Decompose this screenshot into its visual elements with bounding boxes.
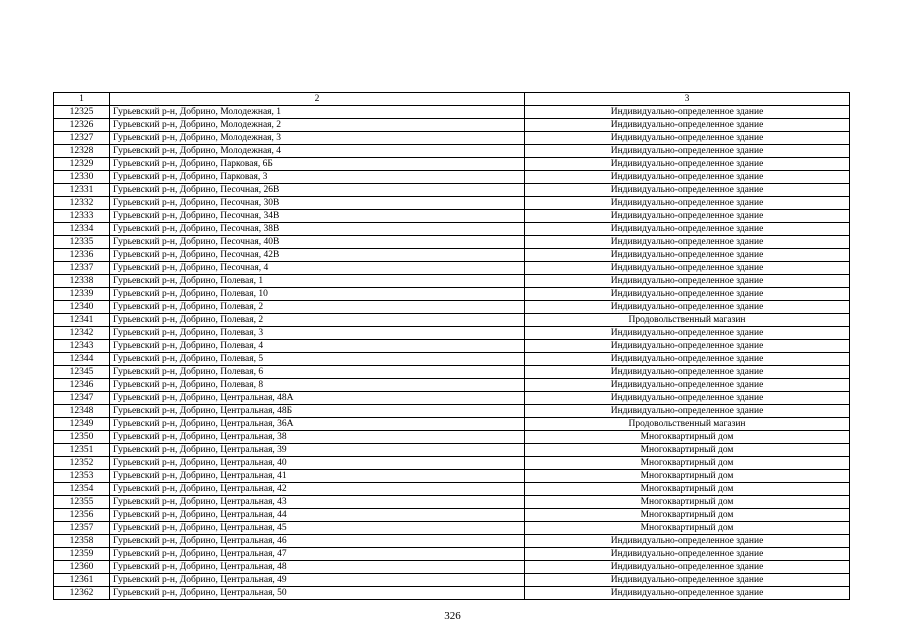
row-number-cell: 12334 [54,223,110,236]
address-cell: Гурьевский р-н, Добрино, Полевая, 1 [110,275,525,288]
row-number-cell: 12349 [54,418,110,431]
table-row [54,275,850,288]
row-number-cell: 12330 [54,171,110,184]
table-row [54,197,850,210]
table-row [54,392,850,405]
row-number-cell: 12325 [54,106,110,119]
header-cell-2: 2 [110,93,525,106]
header-cell-1: 1 [54,93,110,106]
table-row [54,379,850,392]
address-cell: Гурьевский р-н, Добрино, Центральная, 40 [110,457,525,470]
object-type-cell: Индивидуально-определенное здание [525,301,850,314]
address-cell: Гурьевский р-н, Добрино, Центральная, 38 [110,431,525,444]
row-number-cell: 12339 [54,288,110,301]
address-cell: Гурьевский р-н, Добрино, Песочная, 38В [110,223,525,236]
row-number-cell: 12326 [54,119,110,132]
row-number-cell: 12350 [54,431,110,444]
table-row [54,366,850,379]
address-cell: Гурьевский р-н, Добрино, Центральная, 48А [110,392,525,405]
address-cell: Гурьевский р-н, Добрино, Центральная, 41 [110,470,525,483]
object-type-cell: Индивидуально-определенное здание [525,574,850,587]
row-number-cell: 12335 [54,236,110,249]
table-header-row [54,93,850,106]
address-cell: Гурьевский р-н, Добрино, Центральная, 47 [110,548,525,561]
table-row [54,496,850,509]
address-cell: Гурьевский р-н, Добрино, Полевая, 8 [110,379,525,392]
address-cell: Гурьевский р-н, Добрино, Молодежная, 4 [110,145,525,158]
object-type-cell: Индивидуально-определенное здание [525,340,850,353]
row-number-cell: 12359 [54,548,110,561]
table-row [54,548,850,561]
page-number: 326 [444,610,461,622]
table-row [54,106,850,119]
table-row [54,405,850,418]
object-type-cell: Продовольственный магазин [525,418,850,431]
address-cell: Гурьевский р-н, Добрино, Центральная, 49 [110,574,525,587]
object-type-cell: Индивидуально-определенное здание [525,132,850,145]
row-number-cell: 12351 [54,444,110,457]
row-number-cell: 12337 [54,262,110,275]
address-cell: Гурьевский р-н, Добрино, Центральная, 36А [110,418,525,431]
table-row [54,509,850,522]
address-cell: Гурьевский р-н, Добрино, Полевая, 2 [110,314,525,327]
object-type-cell: Индивидуально-определенное здание [525,249,850,262]
row-number-cell: 12345 [54,366,110,379]
table-row [54,145,850,158]
table-row [54,444,850,457]
property-table [53,92,850,600]
table-row [54,301,850,314]
table-row [54,184,850,197]
row-number-cell: 12354 [54,483,110,496]
object-type-cell: Индивидуально-определенное здание [525,197,850,210]
object-type-cell: Многоквартирный дом [525,496,850,509]
row-number-cell: 12336 [54,249,110,262]
row-number-cell: 12356 [54,509,110,522]
object-type-cell: Многоквартирный дом [525,470,850,483]
object-type-cell: Индивидуально-определенное здание [525,184,850,197]
table-row [54,262,850,275]
row-number-cell: 12331 [54,184,110,197]
table-row [54,470,850,483]
object-type-cell: Индивидуально-определенное здание [525,171,850,184]
row-number-cell: 12328 [54,145,110,158]
address-cell: Гурьевский р-н, Добрино, Полевая, 2 [110,301,525,314]
address-cell: Гурьевский р-н, Добрино, Центральная, 50 [110,587,525,600]
object-type-cell: Индивидуально-определенное здание [525,379,850,392]
object-type-cell: Индивидуально-определенное здание [525,327,850,340]
table-body [54,93,850,600]
object-type-cell: Индивидуально-определенное здание [525,288,850,301]
object-type-cell: Многоквартирный дом [525,431,850,444]
row-number-cell: 12357 [54,522,110,535]
address-cell: Гурьевский р-н, Добрино, Полевая, 3 [110,327,525,340]
table-row [54,210,850,223]
address-cell: Гурьевский р-н, Добрино, Парковая, 3 [110,171,525,184]
object-type-cell: Многоквартирный дом [525,483,850,496]
object-type-cell: Продовольственный магазин [525,314,850,327]
table-row [54,171,850,184]
address-cell: Гурьевский р-н, Добрино, Центральная, 43 [110,496,525,509]
address-cell: Гурьевский р-н, Добрино, Молодежная, 1 [110,106,525,119]
object-type-cell: Индивидуально-определенное здание [525,392,850,405]
table-row [54,236,850,249]
address-cell: Гурьевский р-н, Добрино, Центральная, 44 [110,509,525,522]
row-number-cell: 12347 [54,392,110,405]
row-number-cell: 12353 [54,470,110,483]
object-type-cell: Индивидуально-определенное здание [525,223,850,236]
object-type-cell: Многоквартирный дом [525,509,850,522]
row-number-cell: 12360 [54,561,110,574]
object-type-cell: Индивидуально-определенное здание [525,548,850,561]
object-type-cell: Индивидуально-определенное здание [525,587,850,600]
table-row [54,158,850,171]
row-number-cell: 12344 [54,353,110,366]
object-type-cell: Индивидуально-определенное здание [525,158,850,171]
row-number-cell: 12355 [54,496,110,509]
object-type-cell: Индивидуально-определенное здание [525,405,850,418]
row-number-cell: 12358 [54,535,110,548]
table-row [54,587,850,600]
table-row [54,483,850,496]
address-cell: Гурьевский р-н, Добрино, Молодежная, 3 [110,132,525,145]
header-cell-3: 3 [525,93,850,106]
table-row [54,431,850,444]
address-cell: Гурьевский р-н, Добрино, Парковая, 6Б [110,158,525,171]
address-cell: Гурьевский р-н, Добрино, Центральная, 48Б [110,405,525,418]
object-type-cell: Многоквартирный дом [525,522,850,535]
table-row [54,535,850,548]
object-type-cell: Индивидуально-определенное здание [525,106,850,119]
address-cell: Гурьевский р-н, Добрино, Центральная, 45 [110,522,525,535]
object-type-cell: Индивидуально-определенное здание [525,210,850,223]
table-row [54,418,850,431]
row-number-cell: 12327 [54,132,110,145]
row-number-cell: 12346 [54,379,110,392]
row-number-cell: 12338 [54,275,110,288]
object-type-cell: Индивидуально-определенное здание [525,353,850,366]
address-cell: Гурьевский р-н, Добрино, Полевая, 10 [110,288,525,301]
address-cell: Гурьевский р-н, Добрино, Песочная, 42В [110,249,525,262]
row-number-cell: 12352 [54,457,110,470]
address-cell: Гурьевский р-н, Добрино, Центральная, 46 [110,535,525,548]
table-row [54,340,850,353]
table-row [54,119,850,132]
table-row [54,132,850,145]
object-type-cell: Индивидуально-определенное здание [525,275,850,288]
address-cell: Гурьевский р-н, Добрино, Полевая, 5 [110,353,525,366]
address-cell: Гурьевский р-н, Добрино, Центральная, 42 [110,483,525,496]
table-row [54,288,850,301]
address-cell: Гурьевский р-н, Добрино, Песочная, 30В [110,197,525,210]
table-row [54,314,850,327]
address-cell: Гурьевский р-н, Добрино, Полевая, 4 [110,340,525,353]
object-type-cell: Индивидуально-определенное здание [525,119,850,132]
object-type-cell: Индивидуально-определенное здание [525,535,850,548]
object-type-cell: Многоквартирный дом [525,444,850,457]
row-number-cell: 12329 [54,158,110,171]
address-cell: Гурьевский р-н, Добрино, Песочная, 26В [110,184,525,197]
row-number-cell: 12348 [54,405,110,418]
table-row [54,249,850,262]
object-type-cell: Индивидуально-определенное здание [525,561,850,574]
row-number-cell: 12340 [54,301,110,314]
address-cell: Гурьевский р-н, Добрино, Полевая, 6 [110,366,525,379]
address-cell: Гурьевский р-н, Добрино, Центральная, 39 [110,444,525,457]
row-number-cell: 12333 [54,210,110,223]
table-row [54,457,850,470]
row-number-cell: 12362 [54,587,110,600]
row-number-cell: 12341 [54,314,110,327]
address-cell: Гурьевский р-н, Добрино, Молодежная, 2 [110,119,525,132]
address-cell: Гурьевский р-н, Добрино, Центральная, 48 [110,561,525,574]
row-number-cell: 12343 [54,340,110,353]
address-cell: Гурьевский р-н, Добрино, Песочная, 40В [110,236,525,249]
table-row [54,327,850,340]
row-number-cell: 12361 [54,574,110,587]
object-type-cell: Индивидуально-определенное здание [525,262,850,275]
table-row [54,223,850,236]
table-row [54,561,850,574]
object-type-cell: Многоквартирный дом [525,457,850,470]
address-cell: Гурьевский р-н, Добрино, Песочная, 34В [110,210,525,223]
object-type-cell: Индивидуально-определенное здание [525,145,850,158]
table-row [54,574,850,587]
table-row [54,353,850,366]
row-number-cell: 12332 [54,197,110,210]
row-number-cell: 12342 [54,327,110,340]
address-cell: Гурьевский р-н, Добрино, Песочная, 4 [110,262,525,275]
object-type-cell: Индивидуально-определенное здание [525,236,850,249]
table-row [54,522,850,535]
object-type-cell: Индивидуально-определенное здание [525,366,850,379]
